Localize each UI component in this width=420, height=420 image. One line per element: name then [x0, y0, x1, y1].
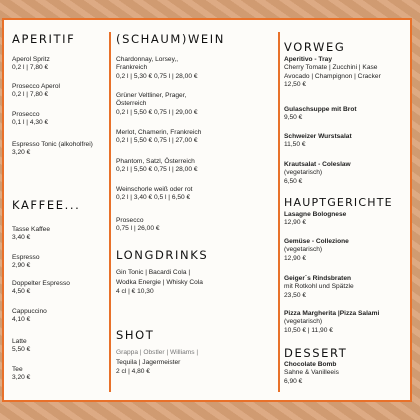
item-price: 0,1 l | 4,30 €	[12, 119, 49, 127]
item-price: 0,2 l | 5,50 € 0,75 l | 29,00 €	[116, 108, 198, 116]
item-price: 0,75 l | 26,00 €	[116, 225, 160, 233]
item-name: Krautsalat - Coleslaw	[284, 161, 351, 168]
item-price: 3,20 €	[12, 374, 31, 382]
item-description: Avocado | Champignon | Cracker	[284, 72, 381, 80]
menu-item-gruener-veltliner	[116, 92, 198, 117]
item-price: 2,90 €	[12, 262, 31, 270]
item-price: 3,20 €	[12, 149, 31, 157]
section-title-longdrinks: LONGDRINKS	[116, 248, 209, 262]
item-name: Tasse Kaffee	[12, 226, 51, 233]
shot-list	[116, 348, 198, 377]
item-name: Gemüse - Collezione	[284, 238, 349, 245]
item-price: 4,10 €	[12, 316, 31, 324]
item-name: Lasagne Bolognese	[284, 211, 347, 218]
menu-card	[2, 18, 412, 402]
column-divider-right	[278, 32, 280, 392]
shot-line-2: Tequila | Jagermeister	[116, 358, 181, 366]
menu-item-aperol-spritz	[12, 56, 50, 73]
item-price: 4,50 €	[12, 288, 31, 296]
item-price: 0,2 l | 3,40 € 0,5 l | 6,50 €	[116, 194, 191, 202]
menu-item-cappuccino	[12, 308, 47, 325]
menu-item-weinschorle	[116, 186, 192, 203]
menu-item-chocolate-bomb	[284, 361, 339, 386]
section-title-aperitif: APERITIF	[12, 32, 76, 46]
item-price: 5,50 €	[12, 346, 31, 354]
item-name: Phantom, Satzl, Österreich	[116, 158, 195, 165]
item-price: 3,40 €	[12, 234, 31, 242]
shot-price: 2 cl | 4,80 €	[116, 368, 150, 375]
item-name: Aperitivo - Tray	[284, 56, 333, 63]
menu-item-rindsbraten	[284, 275, 354, 300]
menu-item-gemuese-collezione	[284, 238, 349, 263]
item-price: 12,50 €	[284, 81, 306, 89]
item-price: 12,90 €	[284, 254, 306, 262]
column-divider-left	[109, 32, 111, 392]
item-name: Pizza Margherita |Pizza Salami	[284, 310, 380, 317]
item-name: Merlot, Chamerin, Frankreich	[116, 129, 202, 136]
item-name: Tee	[12, 366, 23, 373]
menu-item-prosecco	[12, 111, 48, 128]
item-name: Aperol Spritz	[12, 56, 50, 63]
item-price: 6,90 €	[284, 377, 303, 385]
menu-item-prosecco-aperol	[12, 83, 60, 100]
section-title-dessert: DESSERT	[284, 346, 348, 360]
item-price: 23,50 €	[284, 291, 306, 299]
item-name: Prosecco	[116, 217, 144, 224]
longdrinks-line-2: Wodka Energie | Whisky Cola	[116, 278, 203, 286]
shot-line-1: Grappa | Obstler | Williams |	[116, 349, 199, 356]
item-price: 6,50 €	[284, 177, 303, 185]
item-name: Latte	[12, 338, 27, 345]
item-name: Prosecco	[12, 111, 40, 118]
item-price: 0,2 l | 7,80 €	[12, 64, 49, 72]
item-price: 11,50 €	[284, 141, 306, 149]
item-name: Prosecco Aperol	[12, 83, 61, 90]
menu-item-krautsalat	[284, 161, 351, 186]
section-title-hauptgerichte: HAUPTGERICHTE	[284, 196, 393, 209]
item-name: Chardonnay, Lorsey,,	[116, 56, 179, 63]
item-name: Chocolate Bomb	[284, 361, 337, 368]
section-title-schaumwein: (SCHAUM)WEIN	[116, 32, 225, 46]
item-name: Gulaschsuppe mit Brot	[284, 106, 357, 113]
section-title-shot: SHOT	[116, 328, 155, 342]
item-price: 12,90 €	[284, 219, 306, 227]
item-price: 10,50 € | 11,90 €	[284, 326, 333, 334]
item-price: 0,2 l | 5,50 € 0,75 l | 27,00 €	[116, 137, 198, 145]
item-name: Schweizer Wurstsalat	[284, 133, 352, 140]
item-description: Cherry Tomate | Zucchini | Kase	[284, 64, 378, 72]
menu-item-prosecco-bottle	[116, 217, 160, 234]
menu-item-doppelter-espresso	[12, 280, 70, 297]
menu-item-tasse-kaffee	[12, 226, 50, 243]
menu-item-phantom	[116, 158, 198, 175]
item-description: (vegetarisch)	[284, 318, 323, 326]
menu-item-chardonnay	[116, 56, 198, 81]
menu-item-lasagne	[284, 211, 346, 228]
item-name: Grüner Veltliner, Prager,	[116, 92, 187, 99]
item-description: (vegetarisch)	[284, 246, 323, 254]
item-name: Weinschorle weiß oder rot	[116, 186, 193, 193]
item-description: (vegetarisch)	[284, 169, 323, 177]
item-origin: Frankreich	[116, 64, 148, 72]
item-name: Cappuccino	[12, 308, 47, 315]
menu-item-latte	[12, 338, 30, 355]
item-price: 0,2 l | 5,50 € 0,75 l | 28,00 €	[116, 166, 198, 174]
menu-item-aperitivo-tray	[284, 56, 381, 90]
longdrinks-line-1: Gin Tonic | Bacardi Cola |	[116, 269, 191, 276]
menu-item-pizza	[284, 310, 379, 335]
item-description: mit Rotkohl und Spätzle	[284, 283, 354, 291]
item-name: Espresso	[12, 254, 40, 261]
item-name: Geiger´s Rindsbraten	[284, 275, 352, 282]
menu-item-espresso-tonic	[12, 141, 93, 158]
longdrinks-price: 4 cl | € 10,30	[116, 288, 154, 295]
section-title-kaffee: KAFFEE...	[12, 198, 81, 212]
section-title-vorweg: VORWEG	[284, 40, 346, 54]
longdrinks-list	[116, 268, 203, 297]
menu-item-merlot	[116, 129, 201, 146]
item-name: Espresso Tonic (alkoholfrei)	[12, 141, 93, 148]
menu-item-espresso	[12, 254, 40, 271]
item-price: 9,50 €	[284, 114, 303, 122]
menu-item-tee	[12, 366, 30, 383]
item-origin: Österreich	[116, 100, 147, 108]
item-name: Doppelter Espresso	[12, 280, 70, 287]
menu-item-wurstsalat	[284, 133, 352, 150]
item-price: 0,2 l | 5,30 € 0,75 l | 28,00 €	[116, 72, 198, 80]
item-price: 0,2 l | 7,80 €	[12, 91, 49, 99]
menu-item-gulaschsuppe	[284, 106, 357, 123]
item-description: Sahne & Vanilleeis	[284, 369, 339, 377]
